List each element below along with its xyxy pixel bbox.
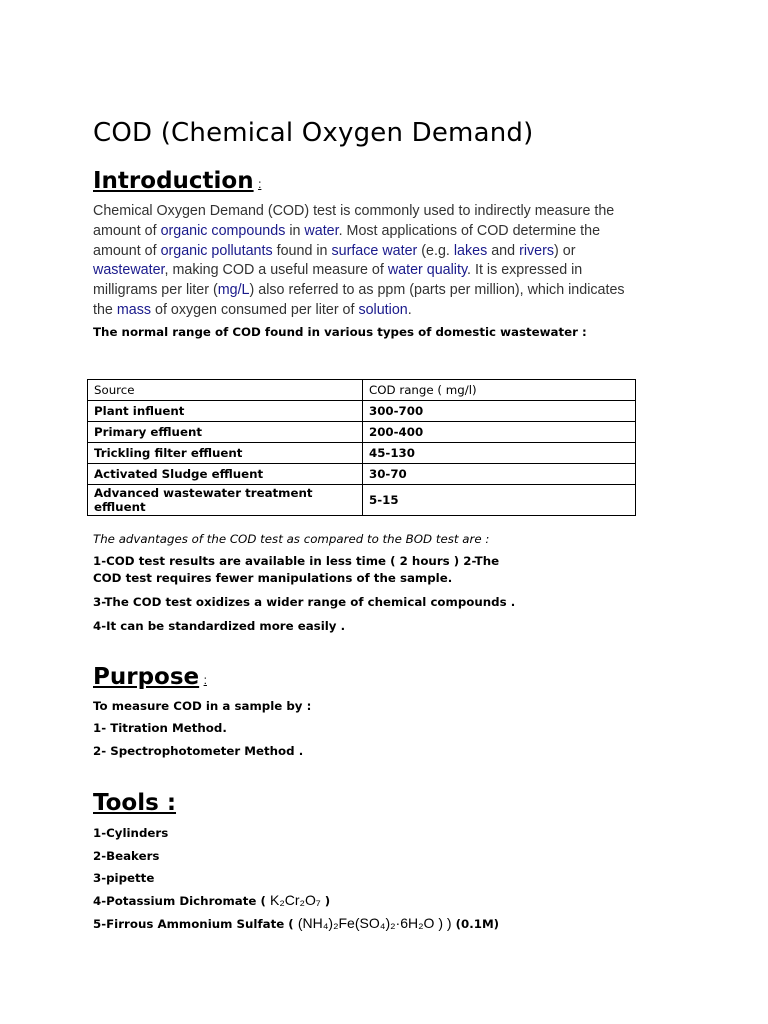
intro-link[interactable]: organic pollutants [160,242,273,259]
table-row [88,464,636,485]
intro-link[interactable]: solution [358,301,408,318]
table-cell-range: 30-70 [363,464,636,485]
intro-link[interactable]: mass [116,301,152,318]
purpose-heading-row [93,664,207,690]
ferrous-ammonium-sulfate-formula: (NH₄)₂Fe(SO₄)₂·6H₂O ) ) [297,915,452,931]
introduction-heading-row [93,168,261,194]
purpose-method-1: 1- Titration Method. [93,721,227,735]
tools-item-4 [93,892,330,908]
intro-link[interactable]: water [304,222,339,239]
advantages-caption: The advantages of the COD test as compared to the BOD test are : [93,532,490,546]
intro-link[interactable]: organic compounds [160,222,286,239]
intro-text: of oxygen consumed per liter of [151,301,359,318]
intro-text: found in [272,242,332,259]
table-cell-source: Plant influent [88,401,363,422]
potassium-dichromate-formula: K₂Cr₂O₇ [270,892,321,908]
advantage-item-1-line-1: 1-COD test results are available in less time ( 2 hours ) 2-The [93,554,500,568]
table-header-row [88,380,636,401]
tools-item-5-prefix: 5-Firrous Ammonium Sulfate ( [93,917,298,931]
purpose-method-2: 2- Spectrophotometer Method . [93,744,304,758]
table-cell-source: Primary effluent [88,422,363,443]
table-header-cell: COD range ( mg/l) [363,380,636,401]
tools-item-1: 1-Cylinders [93,826,169,840]
intro-text: (e.g. [417,242,454,259]
tools-heading: Tools : [93,790,177,816]
intro-text: . Most applications of COD determine the amount of [93,222,601,259]
advantage-item-4: 4-It can be standardized more easily . [93,619,346,633]
cod-range-table-wrap [93,379,636,516]
intro-link[interactable]: wastewater [93,262,165,279]
tools-item-4-prefix: 4-Potassium Dichromate ( [93,894,270,908]
tools-item-4-suffix: ) [320,894,331,908]
tools-item-2: 2-Beakers [93,849,160,863]
table-cell-source: Advanced wastewater treatment effluent [88,485,363,516]
cod-range-table [87,379,636,516]
intro-text: ) or [554,242,576,259]
purpose-colon: : [203,673,207,687]
table-cell-source: Trickling filter effluent [88,443,363,464]
tools-heading-row [93,790,176,816]
advantage-item-3: 3-The COD test oxidizes a wider range of chemical compounds . [93,595,516,609]
page-title: COD (Chemical Oxygen Demand) [93,118,534,148]
intro-text: Chemical Oxygen Demand (COD) test is commonly used to indirectly measure the amount of [93,203,615,239]
table-row [88,443,636,464]
intro-text: . [407,301,412,318]
introduction-colon: : [258,177,262,191]
tools-item-5 [93,915,499,931]
tools-item-3: 3-pipette [93,871,155,885]
table-row [88,422,636,443]
table-row [88,485,636,516]
introduction-paragraph [93,202,648,321]
purpose-heading: Purpose [93,664,200,690]
table-cell-range: 300-700 [363,401,636,422]
table-cell-range: 5-15 [363,485,636,516]
table-cell-source: Activated Sludge effluent [88,464,363,485]
intro-link[interactable]: lakes [453,242,488,259]
table-row [88,401,636,422]
table-cell-range: 200-400 [363,422,636,443]
table-cell-range: 45-130 [363,443,636,464]
intro-link[interactable]: water quality [387,262,468,279]
intro-text: in [285,222,305,239]
table-header-cell: Source [88,380,363,401]
range-caption: The normal range of COD found in various types of domestic wastewater : [93,325,587,339]
tools-item-5-suffix: (0.1M) [451,917,500,931]
intro-text: and [487,242,520,259]
intro-link[interactable]: surface water [331,242,418,259]
intro-text: , making COD a useful measure of [164,262,388,279]
intro-text: . It is expressed in milligrams per liter ( [93,262,583,299]
introduction-heading: Introduction [93,168,254,194]
intro-link[interactable]: mg/L [217,282,250,299]
intro-text: ) also referred to as ppm (parts per million), which indicates the [93,282,625,318]
advantage-item-1-line-2: COD test requires fewer manipulations of the sample. [93,571,453,585]
purpose-lead: To measure COD in a sample by : [93,699,312,713]
intro-link[interactable]: rivers [519,242,555,259]
